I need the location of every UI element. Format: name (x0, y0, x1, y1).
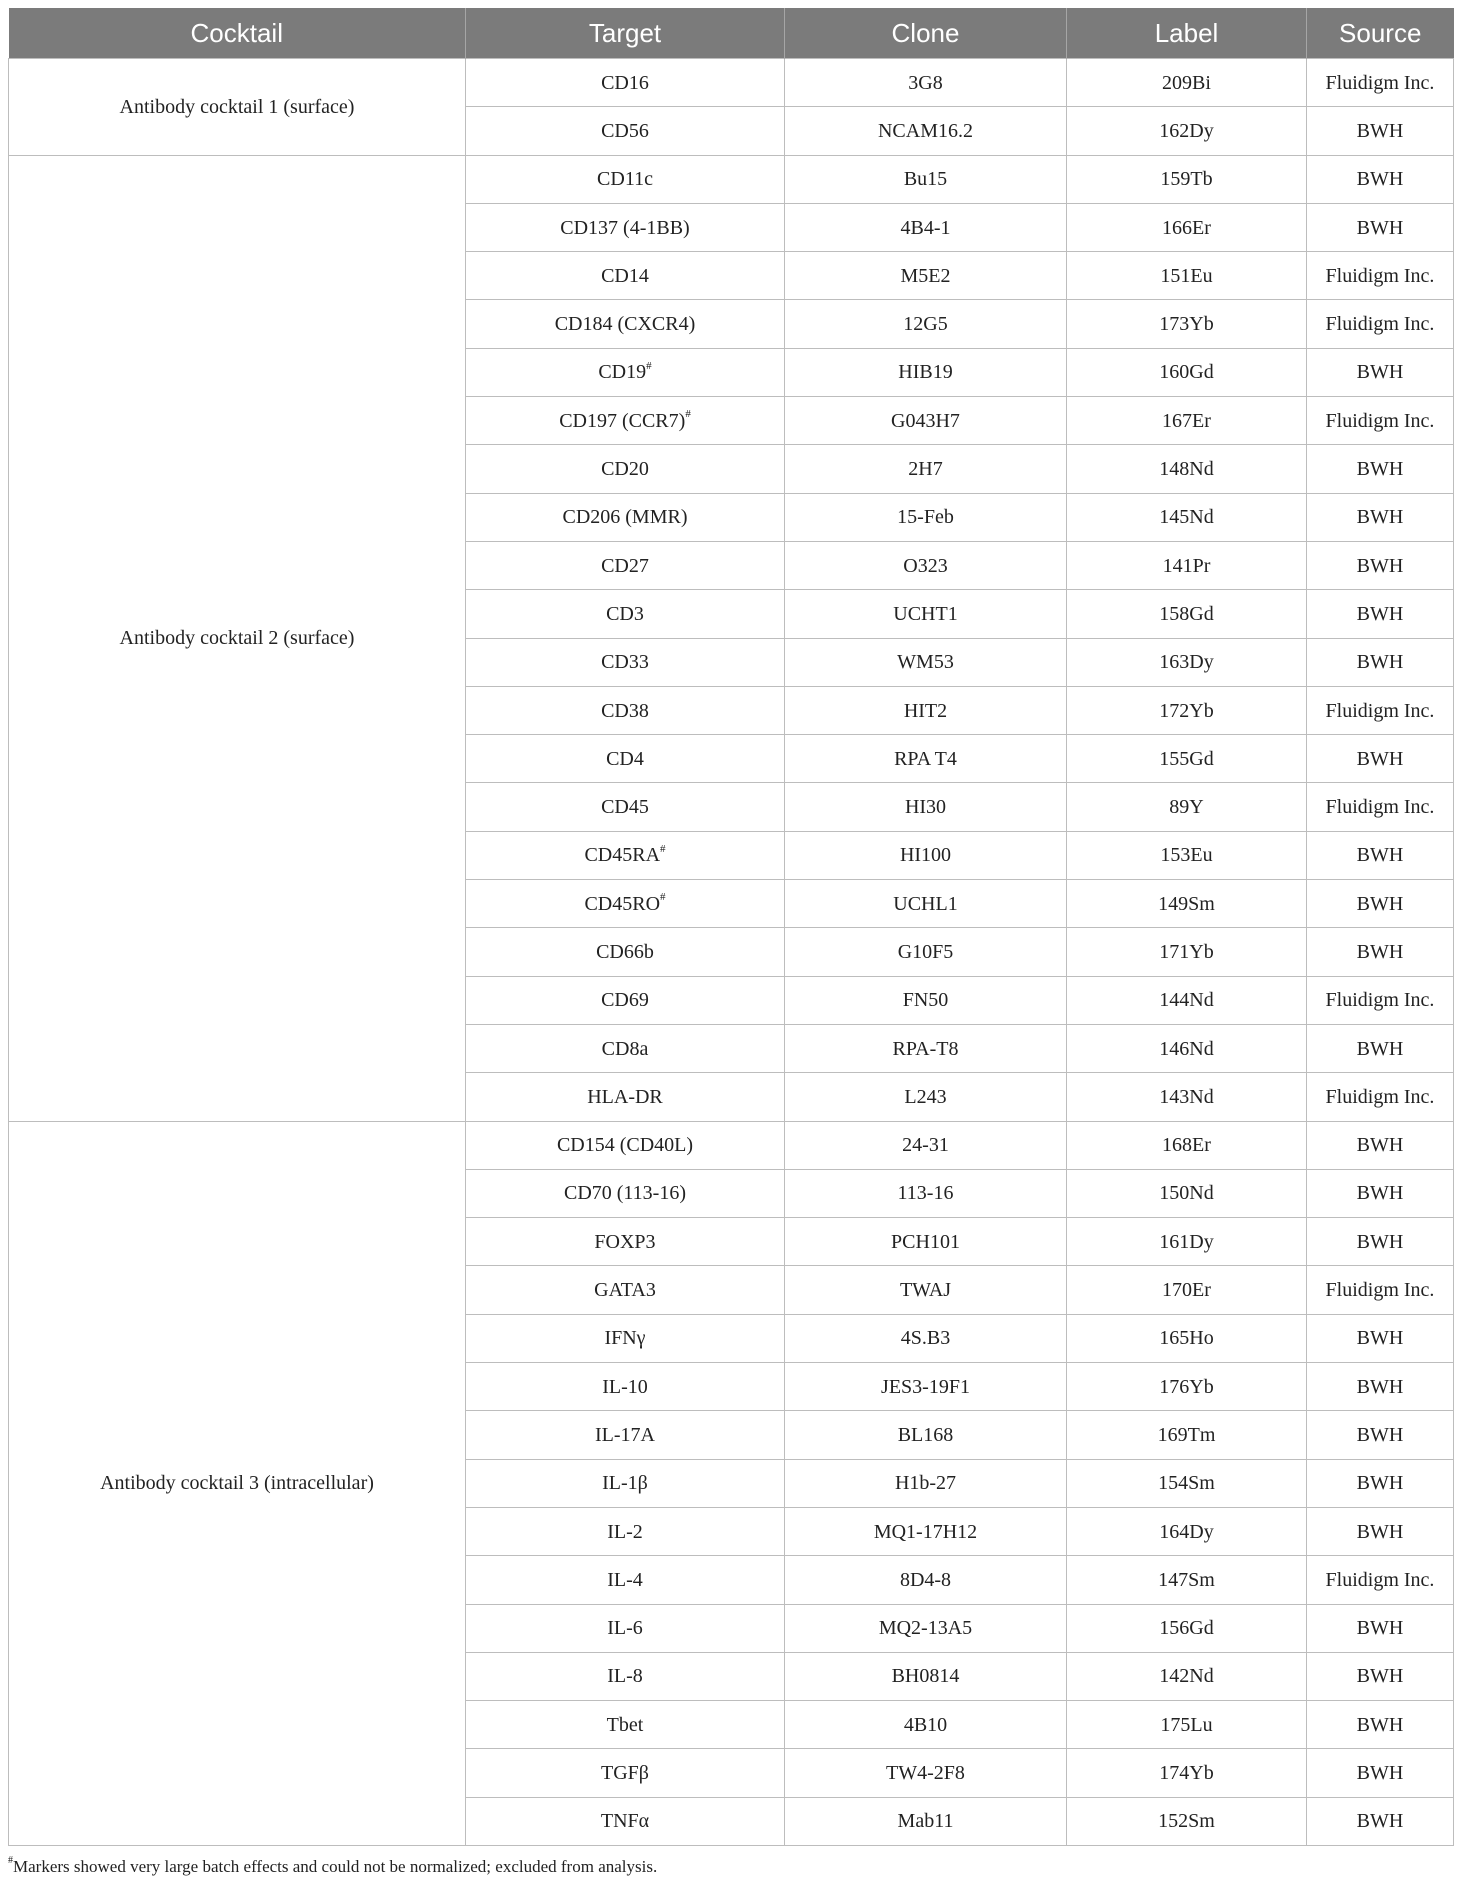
cocktail-cell: Antibody cocktail 3 (intracellular) (9, 1121, 466, 1845)
target-cell (466, 735, 785, 783)
target-cell (466, 1604, 785, 1652)
label-cell: 154Sm (1067, 1459, 1307, 1507)
target-text: FOXP3 (594, 1230, 656, 1253)
label-cell: 172Yb (1067, 686, 1307, 734)
label-cell: 164Dy (1067, 1507, 1307, 1555)
table-row (9, 155, 1454, 203)
target-text: CD70 (113-16) (563, 1182, 687, 1205)
target-cell (466, 1363, 785, 1411)
clone-cell: RPA-T8 (785, 1024, 1067, 1072)
clone-cell: UCHL1 (785, 880, 1067, 928)
label-cell: 171Yb (1067, 928, 1307, 976)
footnote-marker: # (660, 842, 666, 855)
target-text: CD38 (601, 699, 649, 722)
target-text: GATA3 (594, 1279, 656, 1302)
target-cell (466, 445, 785, 493)
label-cell: 142Nd (1067, 1652, 1307, 1700)
source-cell: BWH (1307, 735, 1454, 783)
target-text: CD33 (601, 651, 649, 674)
clone-cell: Bu15 (785, 155, 1067, 203)
label-cell: 174Yb (1067, 1749, 1307, 1797)
label-cell: 167Er (1067, 397, 1307, 445)
target-text: CD206 (MMR) (562, 506, 688, 529)
target-cell (466, 1749, 785, 1797)
source-cell: BWH (1307, 1652, 1454, 1700)
target-cell (466, 638, 785, 686)
source-cell: Fluidigm Inc. (1307, 783, 1454, 831)
source-cell: BWH (1307, 1218, 1454, 1266)
label-cell: 173Yb (1067, 300, 1307, 348)
source-cell: BWH (1307, 1797, 1454, 1845)
clone-cell: 8D4-8 (785, 1556, 1067, 1604)
source-cell: Fluidigm Inc. (1307, 300, 1454, 348)
label-cell: 163Dy (1067, 638, 1307, 686)
target-cell (466, 831, 785, 879)
source-cell: BWH (1307, 1363, 1454, 1411)
target-text: CD45RA (584, 844, 661, 867)
label-cell: 149Sm (1067, 880, 1307, 928)
target-cell (466, 300, 785, 348)
header-cocktail: Cocktail (9, 8, 466, 59)
table-body (9, 59, 1454, 1846)
source-cell: BWH (1307, 493, 1454, 541)
source-cell: Fluidigm Inc. (1307, 976, 1454, 1024)
source-cell: Fluidigm Inc. (1307, 252, 1454, 300)
clone-cell: JES3-19F1 (785, 1363, 1067, 1411)
source-cell: Fluidigm Inc. (1307, 1556, 1454, 1604)
footnote-marker: # (660, 891, 666, 904)
source-cell: BWH (1307, 1604, 1454, 1652)
footnote-mark: # (8, 1855, 13, 1867)
target-text: IL-4 (607, 1568, 643, 1591)
target-cell (466, 1652, 785, 1700)
target-text: CD45 (601, 796, 649, 819)
target-text: IL-17A (595, 1423, 655, 1446)
source-cell: BWH (1307, 590, 1454, 638)
clone-cell: BH0814 (785, 1652, 1067, 1700)
target-cell (466, 1701, 785, 1749)
source-cell: BWH (1307, 880, 1454, 928)
target-text: CD56 (601, 119, 649, 142)
clone-cell: G043H7 (785, 397, 1067, 445)
label-cell: 155Gd (1067, 735, 1307, 783)
label-cell: 170Er (1067, 1266, 1307, 1314)
label-cell: 150Nd (1067, 1169, 1307, 1217)
label-cell: 152Sm (1067, 1797, 1307, 1845)
label-cell: 209Bi (1067, 59, 1307, 107)
target-cell (466, 1314, 785, 1362)
table-row (9, 59, 1454, 107)
label-cell: 153Eu (1067, 831, 1307, 879)
source-cell: BWH (1307, 928, 1454, 976)
target-text: CD14 (601, 264, 649, 287)
target-cell (466, 1024, 785, 1072)
label-cell: 143Nd (1067, 1073, 1307, 1121)
source-cell: BWH (1307, 638, 1454, 686)
label-cell: 158Gd (1067, 590, 1307, 638)
clone-cell: UCHT1 (785, 590, 1067, 638)
clone-cell: M5E2 (785, 252, 1067, 300)
label-cell: 165Ho (1067, 1314, 1307, 1362)
source-cell: BWH (1307, 1314, 1454, 1362)
label-cell: 160Gd (1067, 348, 1307, 396)
header-target: Target (466, 8, 785, 59)
clone-cell: HI100 (785, 831, 1067, 879)
target-cell (466, 252, 785, 300)
target-text: IL-2 (607, 1520, 643, 1543)
source-cell: Fluidigm Inc. (1307, 1073, 1454, 1121)
antibody-table (8, 8, 1454, 1846)
footnote (8, 1857, 657, 1877)
clone-cell: L243 (785, 1073, 1067, 1121)
source-cell: BWH (1307, 1701, 1454, 1749)
source-cell: BWH (1307, 107, 1454, 155)
target-text: IL-6 (607, 1617, 643, 1640)
target-cell (466, 1169, 785, 1217)
label-cell: 148Nd (1067, 445, 1307, 493)
label-cell: 161Dy (1067, 1218, 1307, 1266)
label-cell: 147Sm (1067, 1556, 1307, 1604)
header-source: Source (1307, 8, 1454, 59)
table-row (9, 1121, 1454, 1169)
label-cell: 175Lu (1067, 1701, 1307, 1749)
source-cell: BWH (1307, 348, 1454, 396)
target-cell (466, 493, 785, 541)
target-text: IL-1β (602, 1472, 648, 1495)
label-cell: 89Y (1067, 783, 1307, 831)
target-cell (466, 976, 785, 1024)
target-text: CD11c (597, 168, 653, 191)
target-text: CD45RO (584, 892, 661, 915)
target-cell (466, 686, 785, 734)
target-text: CD197 (CCR7) (559, 409, 686, 432)
clone-cell: 2H7 (785, 445, 1067, 493)
target-cell (466, 783, 785, 831)
target-cell (466, 1266, 785, 1314)
clone-cell: HI30 (785, 783, 1067, 831)
clone-cell: 24-31 (785, 1121, 1067, 1169)
source-cell: BWH (1307, 1121, 1454, 1169)
clone-cell: PCH101 (785, 1218, 1067, 1266)
footnote-text: Markers showed very large batch effects and could not be normalized; excluded from analysis. (13, 1857, 658, 1876)
clone-cell: TW4-2F8 (785, 1749, 1067, 1797)
label-cell: 146Nd (1067, 1024, 1307, 1072)
target-text: CD154 (CD40L) (556, 1134, 694, 1157)
target-text: HLA-DR (587, 1085, 663, 1108)
source-cell: BWH (1307, 1459, 1454, 1507)
clone-cell: TWAJ (785, 1266, 1067, 1314)
label-cell: 145Nd (1067, 493, 1307, 541)
clone-cell: Mab11 (785, 1797, 1067, 1845)
header-row (9, 8, 1454, 59)
clone-cell: HIT2 (785, 686, 1067, 734)
clone-cell: 3G8 (785, 59, 1067, 107)
target-cell (466, 1121, 785, 1169)
target-text: CD8a (601, 1037, 649, 1060)
clone-cell: HIB19 (785, 348, 1067, 396)
footnote-marker: # (685, 408, 691, 421)
table-header (9, 8, 1454, 59)
cocktail-cell: Antibody cocktail 1 (surface) (9, 59, 466, 156)
source-cell: BWH (1307, 1169, 1454, 1217)
target-text: TGFβ (601, 1762, 649, 1785)
clone-cell: MQ2-13A5 (785, 1604, 1067, 1652)
label-cell: 166Er (1067, 203, 1307, 251)
target-text: IFNγ (604, 1327, 646, 1350)
source-cell: Fluidigm Inc. (1307, 59, 1454, 107)
target-text: TNFα (600, 1810, 650, 1833)
label-cell: 168Er (1067, 1121, 1307, 1169)
source-cell: BWH (1307, 1507, 1454, 1555)
label-cell: 162Dy (1067, 107, 1307, 155)
target-cell (466, 1218, 785, 1266)
target-text: IL-10 (602, 1375, 648, 1398)
target-cell (466, 880, 785, 928)
target-cell (466, 1073, 785, 1121)
clone-cell: 4B10 (785, 1701, 1067, 1749)
target-text: IL-8 (607, 1665, 643, 1688)
source-cell: Fluidigm Inc. (1307, 397, 1454, 445)
source-cell: BWH (1307, 1749, 1454, 1797)
clone-cell: RPA T4 (785, 735, 1067, 783)
target-cell (466, 1411, 785, 1459)
clone-cell: NCAM16.2 (785, 107, 1067, 155)
target-cell (466, 541, 785, 589)
clone-cell: WM53 (785, 638, 1067, 686)
target-text: CD3 (606, 602, 644, 625)
label-cell: 169Tm (1067, 1411, 1307, 1459)
target-text: Tbet (606, 1713, 644, 1736)
clone-cell: BL168 (785, 1411, 1067, 1459)
clone-cell: 4S.B3 (785, 1314, 1067, 1362)
target-text: CD16 (601, 71, 649, 94)
source-cell: BWH (1307, 445, 1454, 493)
label-cell: 176Yb (1067, 1363, 1307, 1411)
target-cell (466, 203, 785, 251)
clone-cell: G10F5 (785, 928, 1067, 976)
source-cell: BWH (1307, 831, 1454, 879)
target-cell (466, 107, 785, 155)
clone-cell: MQ1-17H12 (785, 1507, 1067, 1555)
target-text: CD19 (598, 361, 647, 384)
clone-cell: O323 (785, 541, 1067, 589)
target-text: CD184 (CXCR4) (554, 313, 696, 336)
target-cell (466, 1797, 785, 1845)
target-cell (466, 397, 785, 445)
clone-cell: 15-Feb (785, 493, 1067, 541)
clone-cell: 12G5 (785, 300, 1067, 348)
target-cell (466, 155, 785, 203)
target-cell (466, 1556, 785, 1604)
clone-cell: H1b-27 (785, 1459, 1067, 1507)
label-cell: 156Gd (1067, 1604, 1307, 1652)
label-cell: 151Eu (1067, 252, 1307, 300)
target-cell (466, 928, 785, 976)
target-text: CD69 (601, 989, 649, 1012)
target-text: CD20 (601, 458, 649, 481)
label-cell: 144Nd (1067, 976, 1307, 1024)
target-cell (466, 348, 785, 396)
source-cell: BWH (1307, 1411, 1454, 1459)
source-cell: BWH (1307, 155, 1454, 203)
source-cell: BWH (1307, 203, 1454, 251)
target-cell (466, 590, 785, 638)
header-label: Label (1067, 8, 1307, 59)
source-cell: BWH (1307, 1024, 1454, 1072)
cocktail-cell: Antibody cocktail 2 (surface) (9, 155, 466, 1121)
target-cell (466, 1507, 785, 1555)
target-text: CD27 (601, 554, 649, 577)
source-cell: Fluidigm Inc. (1307, 686, 1454, 734)
footnote-marker: # (646, 359, 652, 372)
clone-cell: 4B4-1 (785, 203, 1067, 251)
label-cell: 159Tb (1067, 155, 1307, 203)
source-cell: Fluidigm Inc. (1307, 1266, 1454, 1314)
target-text: CD66b (596, 940, 654, 963)
label-cell: 141Pr (1067, 541, 1307, 589)
target-text: CD4 (606, 747, 644, 770)
target-text: CD137 (4-1BB) (560, 216, 690, 239)
header-clone: Clone (785, 8, 1067, 59)
target-cell (466, 1459, 785, 1507)
target-cell (466, 59, 785, 107)
source-cell: BWH (1307, 541, 1454, 589)
clone-cell: FN50 (785, 976, 1067, 1024)
table-container (8, 8, 1453, 1846)
clone-cell: 113-16 (785, 1169, 1067, 1217)
